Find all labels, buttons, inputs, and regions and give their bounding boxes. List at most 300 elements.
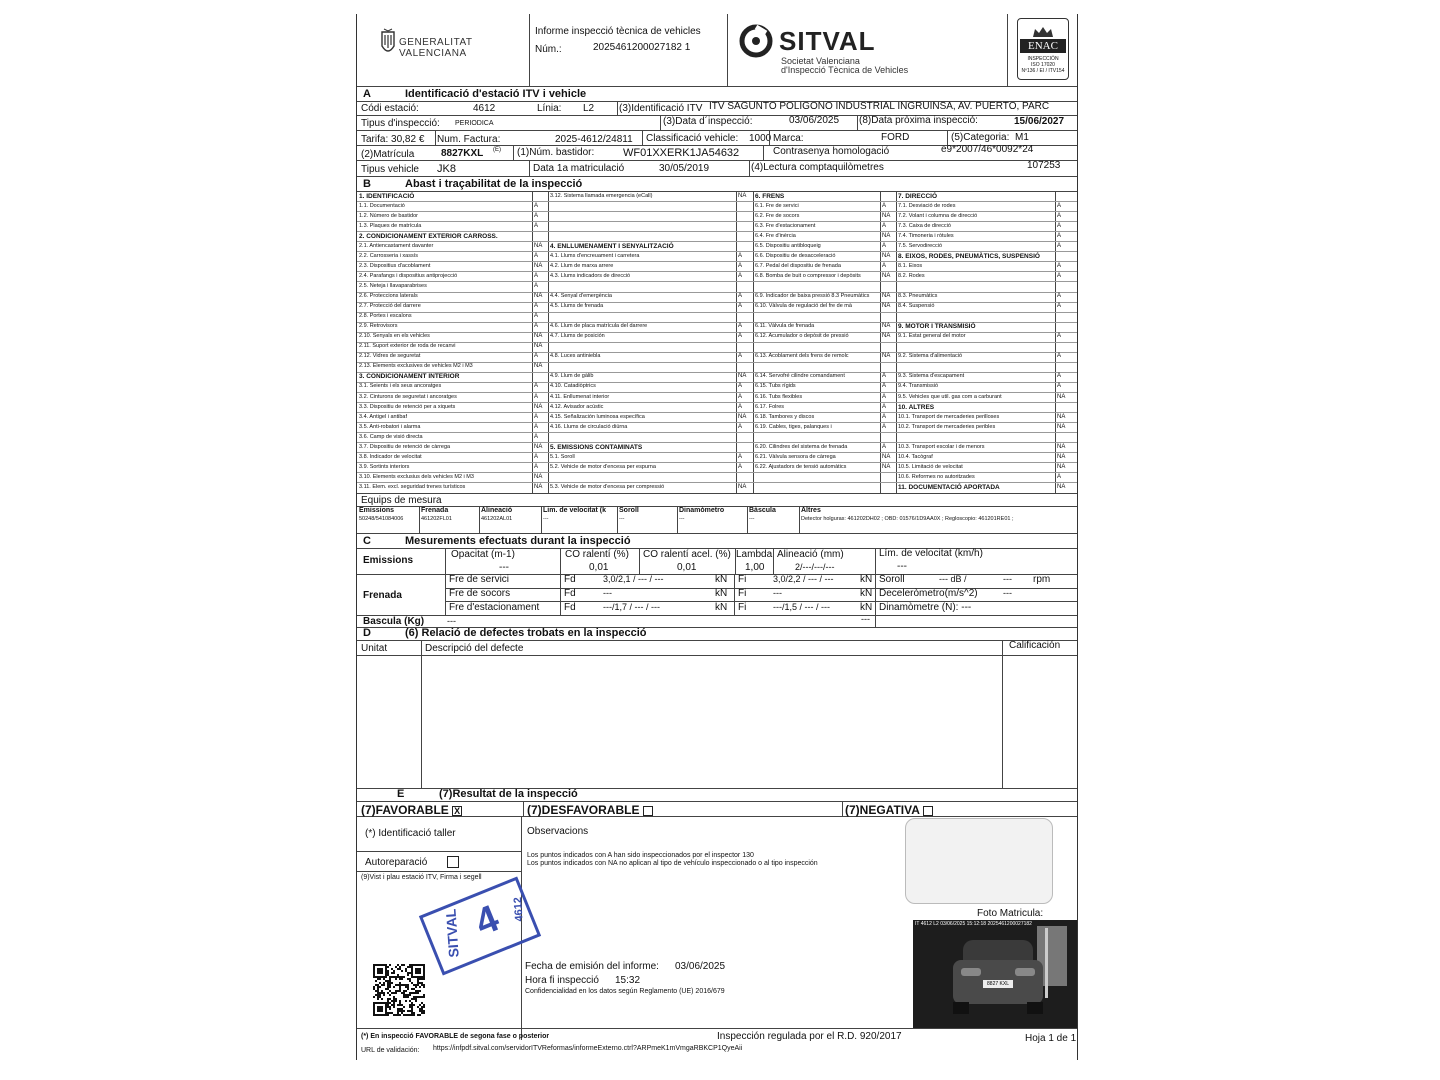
photo-plate: 8827 KXL: [983, 980, 1013, 988]
scope-item-label: 4.1. Llums d'encreuament i carretera: [550, 252, 640, 259]
scope-item-result: NA: [882, 252, 891, 259]
scope-item-result: NA: [882, 212, 891, 219]
brake-fiv: ---/1,5 / --- / ---: [773, 602, 830, 612]
result-desfavorable: [527, 803, 653, 817]
scope-item-result: A: [882, 383, 887, 390]
scope-item-label: 3.1. Seients i els seus ancoratges: [359, 383, 442, 390]
fecha-value: 03/06/2025: [675, 961, 726, 972]
scope-item-label: 6.2. Fre de socors: [755, 212, 800, 219]
generalitat-shield-icon: [379, 28, 397, 58]
scope-item-result: A: [882, 202, 887, 209]
codi-value: 4612: [473, 103, 496, 114]
scope-item-label: 4. ENLLUMENAMENT I SENYALITZACIÓ: [550, 242, 674, 250]
scope-item-result: NA: [1057, 423, 1066, 430]
scope-item-label: 5.2. Vehicle de motor d'encesa per espurna: [550, 463, 656, 470]
section-a-header: [357, 88, 1077, 101]
brake-kn: kN: [715, 602, 728, 613]
section-title: Abast i traçabilitat de la inspecció: [405, 178, 583, 190]
section-letter: B: [363, 178, 371, 190]
scope-item-result: A: [738, 323, 743, 330]
scope-item-result: A: [1057, 373, 1062, 380]
scope-item-label: 6.14. Servofré cilindre comandament: [755, 373, 845, 380]
equip-value: ---: [543, 516, 549, 522]
scope-item-result: A: [738, 303, 743, 310]
scope-item-result: A: [738, 353, 743, 360]
scope-item-label: 6. FRENS: [755, 192, 785, 200]
scope-item-label: 4.12. Avisador acústic: [550, 403, 604, 410]
scope-item-result: A: [1057, 242, 1062, 249]
soroll-label: Soroll: [879, 574, 905, 585]
data1-label: Data 1a matriculació: [533, 163, 625, 174]
scope-item-result: A: [882, 262, 887, 269]
scope-item-label: 3.2. Cinturons de seguretat i ancoratges: [359, 393, 457, 400]
scope-item-label: 9.3. Sistema d'escapament: [898, 373, 965, 380]
defect-col-calificacion: Calificación: [1009, 640, 1061, 651]
crown-icon: [1018, 21, 1068, 41]
scope-item-result: A: [738, 423, 743, 430]
stamp-brand: SITVAL: [442, 908, 462, 959]
license-plate-photo: [913, 920, 1077, 1028]
scope-item-label: 3.12. Sistema llamada emergencia (eCall): [550, 192, 653, 199]
scope-item-label: 10.1. Transport de mercaderies perilloses: [898, 413, 1000, 420]
footer-page: Hoja 1 de 1: [1025, 1033, 1077, 1044]
linia-label: Línia:: [537, 103, 562, 114]
scope-item-label: 2.5. Neteja i llavaparabrises: [359, 282, 427, 289]
frenada-label: Frenada: [363, 590, 402, 601]
scope-item-label: 7.1. Desviació de rodes: [898, 202, 956, 209]
brake-fi: Fi: [738, 602, 747, 613]
scope-item-result: A: [534, 413, 539, 420]
bascula-label: Bascula (Kg): [363, 616, 425, 627]
brake-fdv: ---/1,7 / --- / ---: [603, 602, 660, 612]
categoria-value: M1: [1015, 132, 1029, 143]
scope-item-label: 10.3. Transport escolar i de menors: [898, 443, 985, 450]
scope-item-result: NA: [738, 413, 747, 420]
scope-item-result: NA: [738, 483, 747, 490]
scope-item-result: A: [738, 383, 743, 390]
codi-label: Códi estació:: [361, 103, 419, 114]
scope-item-result: NA: [1057, 393, 1066, 400]
scope-item-result: A: [738, 463, 743, 470]
scope-item-result: A: [534, 433, 539, 440]
brake-fi: Fi: [738, 574, 747, 585]
scope-item-result: NA: [738, 192, 747, 199]
scope-item-result: A: [534, 353, 539, 360]
brake-label: Fre de socors: [449, 588, 511, 599]
ident-taller-label: (*) Identificació taller: [365, 828, 456, 839]
gv-logo: [379, 28, 397, 63]
scope-item-label: 1.1. Documentació: [359, 202, 405, 209]
opacitat-label: Opacitat (m-1): [451, 549, 515, 560]
scope-item-label: 6.12. Acumulador o depòsit de pressió: [755, 333, 849, 340]
scope-item-result: A: [1057, 202, 1062, 209]
photo-caption: IT 4612 L2 03/06/2025 15:12:18 2025461200027182: [915, 921, 1032, 927]
enac-badge: [1017, 18, 1069, 80]
scope-item-label: 4.3. Llums indicadors de direcció: [550, 272, 631, 279]
scope-item-result: NA: [1057, 483, 1066, 490]
scope-item-label: 8.2. Rodes: [898, 272, 925, 279]
scope-item-result: NA: [882, 463, 891, 470]
scope-item-result: NA: [534, 483, 543, 490]
alineacio-label: Alineació (mm): [777, 549, 844, 560]
scope-item-label: 2.7. Protecció del darrere: [359, 303, 421, 310]
scope-item-label: 2.10. Senyals en els vehicles: [359, 333, 430, 340]
scope-item-result: A: [534, 252, 539, 259]
equip-header: Alineació: [481, 507, 513, 514]
scope-item-label: 8.3. Pneumàtics: [898, 293, 938, 299]
scope-item-result: A: [1057, 293, 1062, 299]
enac-small1: INSPECCIÓN: [1027, 56, 1059, 62]
scope-item-result: A: [1057, 303, 1062, 310]
scope-item-result: A: [1057, 353, 1062, 360]
scope-item-label: 7.4. Timoneria i ròtules: [898, 232, 954, 239]
alineacio-value: 2/---/---/---: [795, 562, 835, 572]
limvel-value: ---: [897, 561, 907, 572]
equip-value: Detector holguras: 461202DH02 ; OBD: 01576/1D9AA0X ; Regloscopio: 461201RE01 ;: [801, 516, 1014, 522]
scope-item-result: NA: [534, 343, 543, 350]
scope-item-label: 5. EMISSIONS CONTAMINATS: [550, 443, 643, 451]
km-value: 107253: [1027, 160, 1061, 171]
autoreparacio-checkbox[interactable]: [447, 856, 459, 868]
scope-item-label: 1.2. Número de bastidor: [359, 212, 419, 219]
equip-header: Lim. de velocitat (k: [543, 507, 607, 514]
scope-item-label: 6.13. Acoblament dels frens de remolc: [755, 353, 849, 360]
defect-col-unitat: Unitat: [361, 643, 388, 654]
classif-label: Classificació vehicle:: [646, 133, 739, 144]
result-negativa: [845, 803, 933, 817]
categoria-label: (5)Categoria:: [951, 132, 1010, 143]
footer-regulada: Inspección regulada por el R.D. 920/2017: [717, 1031, 902, 1042]
desfavorable-checkbox[interactable]: [643, 806, 653, 816]
scope-item-result: A: [534, 383, 539, 390]
equip-value: ---: [749, 516, 755, 522]
scope-item-label: 1.3. Plaques de matrícula: [359, 222, 422, 229]
marca-value: FORD: [881, 132, 910, 143]
lambda-value: 1,00: [745, 562, 765, 573]
scope-item-label: 6.9. Indicador de baixa pressió 8.3 Pneumàtics: [755, 293, 870, 299]
tipusv-label: Tipus vehicle: [361, 164, 419, 175]
sitval-logo-icon: [739, 24, 773, 63]
signature-box: [905, 818, 1053, 904]
scope-item-result: NA: [534, 333, 543, 340]
scope-item-result: NA: [534, 242, 543, 249]
section-e-header: [357, 788, 1077, 801]
scope-item-label: 6.21. Vàlvula sensora de càrrega: [755, 453, 836, 460]
scope-item-result: A: [1057, 383, 1062, 390]
bastidor-label: (1)Núm. bastidor:: [517, 147, 595, 158]
scope-item-result: NA: [534, 403, 543, 410]
scope-item-label: 4.16. Llums de circulació diürna: [550, 423, 628, 430]
observacions-label: Observacions: [527, 826, 589, 837]
visti-label: (9)Vist i plau estació ITV, Firma i segell: [361, 874, 482, 881]
co-ralenti-label: CO ralentí (%): [565, 549, 629, 560]
report-num-label: Núm.:: [535, 44, 562, 55]
scope-item-result: A: [534, 313, 539, 320]
brake-kn: kN: [715, 588, 728, 599]
tarifa-label: Tarifa: 30,82 €: [361, 134, 425, 145]
result-favorable: [361, 803, 462, 817]
obs-line2: Los puntos indicados con NA no aplican al tipo de vehículo inspeccionado o al tipo inspección: [527, 860, 818, 867]
scope-item-result: A: [534, 222, 539, 229]
co-accel-value: 0,01: [677, 562, 697, 573]
scope-item-label: 7.2. Volant i columna de direcció: [898, 212, 978, 219]
limvel-label: Lím. de velocitat (km/h): [879, 548, 983, 559]
scope-item-result: A: [1057, 212, 1062, 219]
scope-item-result: NA: [534, 443, 543, 450]
desfavorable-label: (7)DESFAVORABLE: [527, 803, 640, 817]
scope-item-result: A: [534, 393, 539, 400]
fecha-label: Fecha de emisión del informe:: [525, 961, 659, 972]
stamp-number: 4: [469, 897, 505, 945]
scope-item-result: A: [1057, 333, 1062, 340]
opacitat-value: ---: [499, 562, 509, 573]
negativa-label: (7)NEGATIVA: [845, 803, 920, 817]
defect-col-descripcio: Descripció del defecte: [425, 643, 524, 654]
scope-item-label: 11. DOCUMENTACIÓ APORTADA: [898, 483, 1000, 491]
scope-item-label: 6.4. Fre d'inèrcia: [755, 232, 796, 239]
stamp-code: 4612: [511, 896, 526, 922]
enac-small2: ISO 17020: [1031, 62, 1055, 68]
scope-item-label: 7.3. Caixa de direcció: [898, 222, 951, 229]
matricula-sup: (E): [493, 147, 501, 153]
equip-header: Soroll: [619, 507, 639, 514]
scope-item-result: A: [882, 393, 887, 400]
equip-header: Dinamòmetro: [679, 507, 725, 514]
co-accel-label: CO ralentí acel. (%): [643, 549, 731, 560]
report-num-value: 2025461200027182 1: [593, 42, 691, 53]
decel-label: Deceleròmetro(m/s^2): [879, 588, 978, 599]
scope-item-result: A: [738, 262, 743, 269]
qr-code: [373, 964, 425, 1016]
scope-item-label: 4.11. Enllumenat interior: [550, 393, 610, 400]
scope-item-result: NA: [738, 373, 747, 380]
scope-item-label: 6.17. Folres: [755, 403, 785, 410]
tipus-value: PERIODICA: [455, 120, 494, 127]
foto-label: Foto Matricula:: [977, 908, 1044, 919]
brake-kn2: kN: [860, 574, 873, 585]
scope-item-label: 6.7. Pedal del dispositiu de frenada: [755, 262, 841, 269]
section-b-header: [357, 178, 1077, 191]
scope-item-label: 4.5. Llums de frenada: [550, 303, 604, 310]
ident-label: (3)Identificació ITV: [619, 103, 703, 114]
scope-item-result: A: [882, 413, 887, 420]
scope-item-result: NA: [882, 303, 891, 310]
scope-item-label: 9. MOTOR I TRANSMISIÓ: [898, 323, 976, 331]
scope-item-label: 10.6. Reformes no autoritzades: [898, 473, 975, 480]
scope-item-label: 4.9. Llum de gàlib: [550, 373, 594, 380]
proxima-label: (8)Data pròxima inspecció:: [859, 115, 978, 126]
homolog-label: Contrasenya homologació: [773, 146, 890, 157]
equip-header: Bàscula: [749, 507, 776, 514]
scope-item-label: 5.1. Soroll: [550, 453, 575, 460]
scope-item-label: 2.4. Parafangs i dispositius antiprojecció: [359, 272, 458, 279]
soroll-rpm-value: ---: [1003, 574, 1012, 584]
favorable-checkbox[interactable]: X: [454, 805, 461, 816]
scope-item-label: 4.10. Catadiòptrics: [550, 383, 596, 390]
equip-header: Frenada: [421, 507, 449, 514]
scope-item-label: 3. CONDICIONAMENT INTERIOR: [359, 373, 460, 381]
scope-item-result: A: [534, 282, 539, 289]
scope-item-label: 4.6. Llum de placa matrícula del darrere: [550, 323, 648, 330]
scope-item-result: A: [882, 373, 887, 380]
scope-item-label: 6.5. Dispositiu antibloqueig: [755, 242, 821, 249]
scope-item-label: 2.12. Vidres de seguretat: [359, 353, 421, 360]
scope-item-label: 6.11. Vàlvula de frenada: [755, 323, 815, 330]
equip-value: 461202FL01: [421, 516, 452, 522]
enac-small3: Nº136 / EI / ITV154: [1021, 68, 1065, 74]
section-letter: E: [397, 788, 405, 800]
brake-label: Fre d'estacionament: [449, 602, 540, 613]
equip-header: Emissions: [359, 507, 395, 514]
gv-line2: VALENCIANA: [399, 48, 467, 59]
scope-item-result: NA: [534, 473, 543, 480]
scope-item-label: 2.2. Carrosseria i xassís: [359, 252, 418, 259]
confidencial-text: Confidencialidad en los datos según Reglamento (UE) 2016/679: [525, 988, 725, 995]
scope-item-result: NA: [882, 272, 891, 279]
co-ralenti-value: 0,01: [589, 562, 609, 573]
scope-item-label: 6.6. Dispositiu de desacceleració: [755, 252, 836, 259]
scope-item-label: 9.4. Transmissió: [898, 383, 939, 390]
section-title: (6) Relació de defectes trobats en la inspecció: [405, 627, 647, 639]
hora-label: Hora fi inspecció: [525, 975, 599, 986]
scope-item-result: A: [738, 453, 743, 460]
scope-item-label: 10. ALTRES: [898, 403, 935, 411]
scope-item-label: 4.7. Llums de posición: [550, 333, 605, 340]
footer-note: (*) En inspecció FAVORABLE de segona fase o posterior: [361, 1033, 550, 1040]
scope-item-label: 6.1. Fre de servici: [755, 202, 799, 209]
scope-item-result: A: [1057, 473, 1062, 480]
scope-item-result: A: [882, 423, 887, 430]
validation-url-link[interactable]: https://infpdf.sitval.com/servidorITVReformas/informeExterno.ctrl?ARPmeK1mVmgaRBKCP1QyeAii: [433, 1045, 743, 1052]
scope-item-result: NA: [534, 293, 543, 299]
scope-item-label: 4.2. Llum de marxa arrere: [550, 262, 614, 269]
sitval-sub1: Societat Valenciana: [781, 56, 860, 66]
scope-item-result: A: [882, 403, 887, 410]
factura-label: Num. Factura:: [437, 134, 501, 145]
brake-fd: Fd: [564, 588, 576, 599]
scope-item-label: 3.6. Camp de visió directa: [359, 433, 423, 440]
matricula-label: (2)Matrícula: [361, 149, 415, 160]
scope-item-result: A: [1057, 222, 1062, 229]
scope-item-label: 4.15. Señalización luminosa específica: [550, 413, 645, 420]
scope-item-label: 7.5. Servodirecció: [898, 242, 943, 249]
homolog-value: e9*2007/46*0092*24: [941, 144, 1034, 155]
brake-fiv: 3,0/2,2 / --- / ---: [773, 574, 834, 584]
scope-item-label: 6.8. Bomba de buit o compressor i depòsits: [755, 272, 861, 279]
scope-item-label: 7. DIRECCIÓ: [898, 192, 938, 200]
scope-item-label: 2.13. Elements exclusives de vehicles M2 i M3: [359, 363, 473, 370]
scope-item-label: 3.8. Indicador de velocitat: [359, 453, 422, 460]
scope-item-label: 8.4. Suspensió: [898, 303, 935, 310]
brake-fiv: ---: [773, 588, 782, 598]
equip-value: 50248/541084006: [359, 516, 404, 522]
scope-item-label: 10.4. Tacògraf: [898, 453, 933, 460]
scope-item-result: A: [534, 323, 539, 330]
section-letter: D: [363, 627, 371, 639]
scope-item-result: A: [738, 393, 743, 400]
proxima-value: 15/06/2027: [1014, 116, 1065, 127]
scope-item-result: NA: [1057, 463, 1066, 470]
scope-item-label: 8.1. Eixos: [898, 262, 923, 269]
section-title: (7)Resultat de la inspecció: [439, 788, 578, 800]
section-c-header: [357, 535, 1077, 548]
brake-fdv: 3,0/2,1 / --- / ---: [603, 574, 664, 584]
scope-item-label: 2.1. Antiencastament davanter: [359, 242, 434, 249]
factura-value: 2025-4612/24811: [555, 134, 633, 145]
matricula-value: 8827KXL: [441, 148, 484, 159]
scope-item-label: 10.2. Transport de mercaderies peribles: [898, 423, 996, 430]
rpm-unit: rpm: [1033, 574, 1051, 585]
sitval-brand: SITVAL: [779, 26, 876, 56]
scope-item-label: 2. CONDICIONAMENT EXTERIOR CARROSS.: [359, 232, 498, 240]
data1-value: 30/05/2019: [659, 163, 710, 174]
hora-value: 15:32: [615, 975, 641, 986]
classif-value: 1000: [749, 133, 772, 144]
obs-line1: Los puntos indicados con A han sido inspeccionados por el inspector 130: [527, 852, 754, 859]
scope-item-result: NA: [882, 453, 891, 460]
scope-item-label: 6.19. Cables, tiges, palanques i: [755, 423, 832, 430]
scope-item-label: 4.4. Senyal d'emergència: [550, 293, 612, 299]
scope-item-label: 3.9. Sortints interiors: [359, 463, 410, 470]
decel-value: ---: [1003, 588, 1012, 598]
tipus-label: Tipus d'inspecció:: [361, 118, 440, 129]
brake-kn2: kN: [860, 602, 873, 613]
scope-item-label: 9.1. Estat general del motor: [898, 333, 966, 340]
report-title: Informe inspecció tècnica de vehicles: [535, 26, 701, 37]
scope-item-result: A: [738, 333, 743, 340]
section-title: Mesurements efectuats durant la inspecció: [405, 535, 631, 547]
scope-item-result: A: [534, 423, 539, 430]
scope-item-label: 6.15. Tubs rígids: [755, 383, 796, 390]
scope-item-label: 2.9. Retrovisors: [359, 323, 398, 330]
scope-item-label: 9.5. Vehicles que util. gas com a carburant: [898, 393, 1002, 400]
scope-item-result: A: [534, 463, 539, 470]
equip-value: ---: [679, 516, 685, 522]
footer-url-label: URL de validación:: [361, 1047, 420, 1054]
scope-item-result: NA: [882, 333, 891, 340]
scope-item-result: A: [738, 252, 743, 259]
scope-item-result: A: [534, 272, 539, 279]
ident-value: ITV SAGUNTO POLIGONO INDUSTRIAL INGRUINSA, AV. PUERTO, PARC: [709, 101, 1050, 112]
scope-item-result: A: [534, 453, 539, 460]
scope-item-label: 3.7. Dispositiu de retenció de càrrega: [359, 443, 451, 450]
bascula-value: ---: [447, 616, 456, 626]
scope-item-result: A: [1057, 232, 1062, 239]
scope-item-result: NA: [534, 262, 543, 269]
tipusv-value: JK8: [437, 163, 456, 175]
scope-item-label: 8. EIXOS, RODES, PNEUMÀTICS, SUSPENSIÓ: [898, 252, 1040, 260]
inspection-report: [356, 14, 1078, 1060]
equip-value: ---: [619, 516, 625, 522]
scope-item-result: A: [882, 242, 887, 249]
sitval-sub2: d'Inspecció Tècnica de Vehicles: [781, 65, 909, 75]
scope-item-result: A: [534, 303, 539, 310]
negativa-checkbox[interactable]: [923, 806, 933, 816]
scope-item-label: 3.3. Dispositiu de retenció per a xiquets: [359, 403, 456, 410]
scope-item-result: A: [882, 443, 887, 450]
brake-fdv: ---: [603, 588, 612, 598]
brake-fi: Fi: [738, 588, 747, 599]
autoreparacio-label: Autoreparació: [365, 857, 428, 868]
scope-item-result: A: [882, 222, 887, 229]
brake-fd: Fd: [564, 574, 576, 585]
km-label: (4)Lectura comptaquilòmetres: [751, 162, 884, 173]
scope-item-result: NA: [1057, 453, 1066, 460]
scope-item-label: 2.8. Portes i escalons: [359, 313, 412, 320]
scope-item-label: 3.5. Anti-robatori i alarma: [359, 423, 421, 430]
data-value: 03/06/2025: [789, 115, 840, 126]
scope-item-label: 3.11. Elem. excl. seguridad trenes turísticos: [359, 483, 466, 490]
